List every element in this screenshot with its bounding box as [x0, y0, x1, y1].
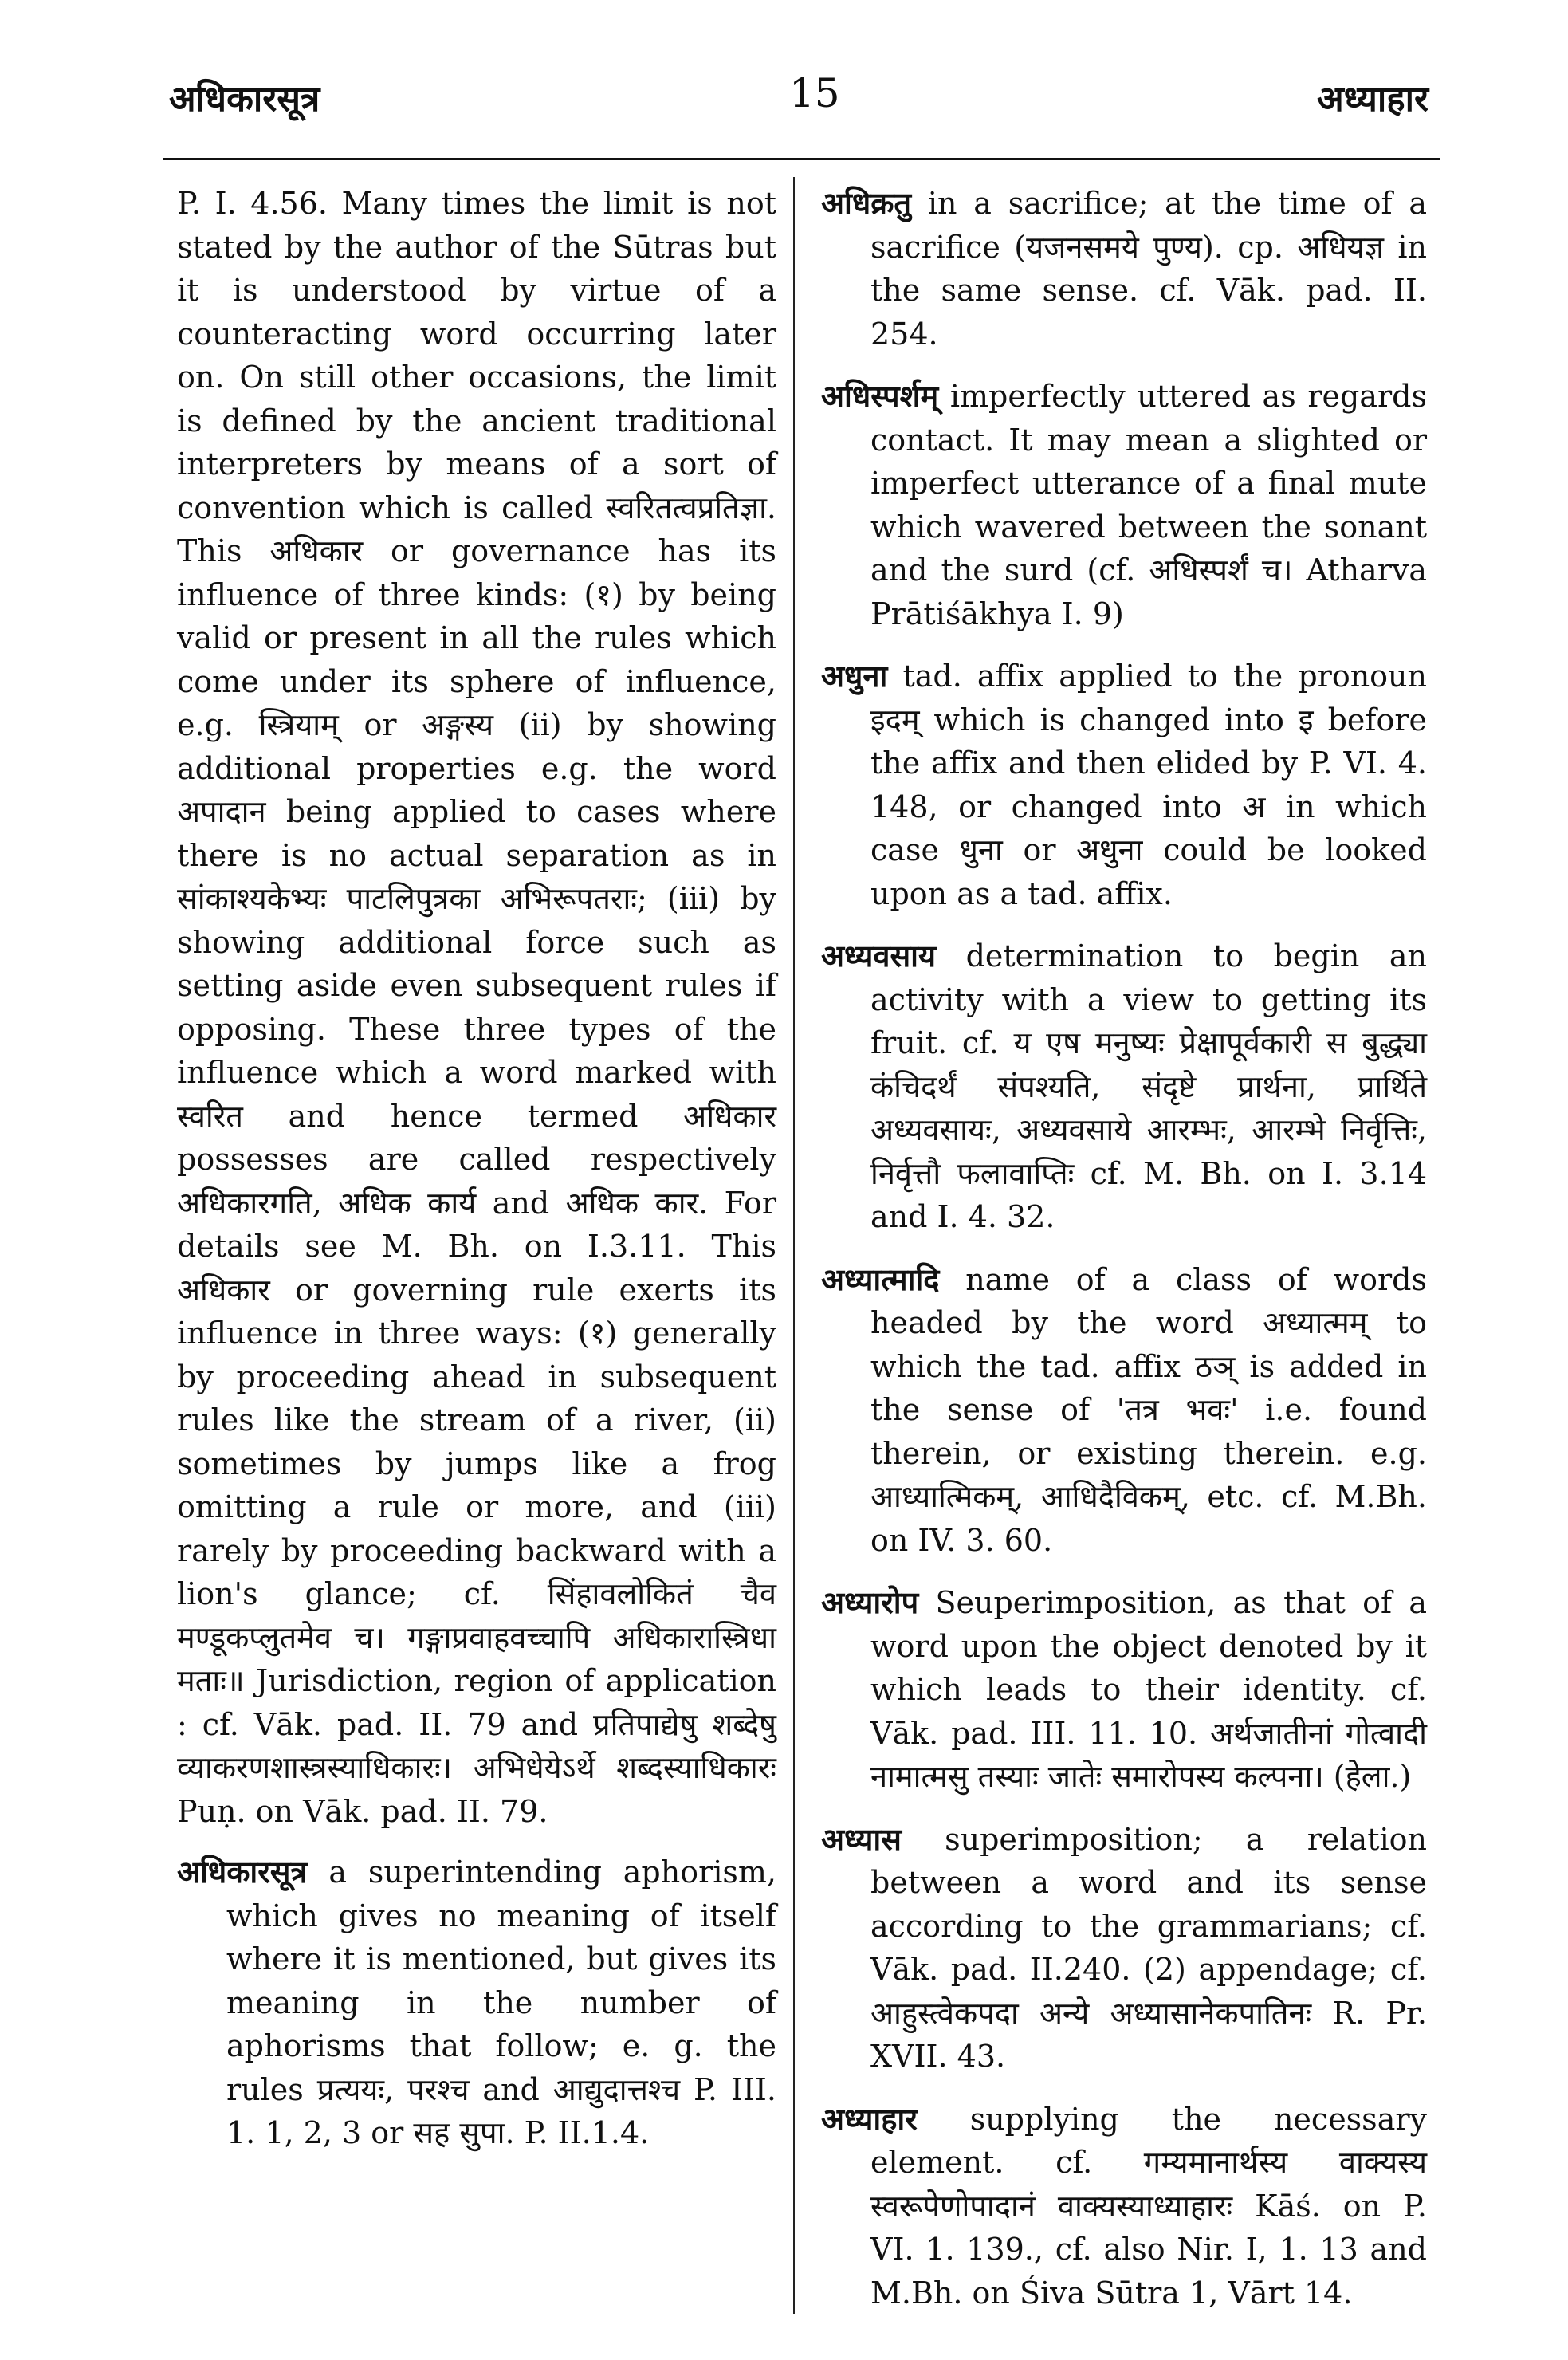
dictionary-entry — [177, 1851, 776, 2155]
dictionary-entry — [821, 375, 1427, 635]
right-column — [821, 182, 1427, 2334]
dictionary-entry — [821, 182, 1427, 356]
dictionary-entry — [821, 2098, 1427, 2315]
column-divider — [793, 177, 795, 2314]
entry-definition: supplying the necessary element. cf. गम्यमानार्थस्य वाक्यस्य स्वरूपेणोपादानं वाक्यस्याध्याहारः Kāś. on P. VI. 1. 139., cf. also Nir. I, 1. 13 and M.Bh. on Śiva Sūtra 1, Vārt 14. — [870, 2101, 1427, 2311]
header-rule — [163, 158, 1440, 160]
dictionary-entry — [821, 1818, 1427, 2079]
entry-headword: अध्याहार — [821, 2100, 918, 2137]
entry-definition: Seuperimposition, as that of a word upon the object denoted by it which leads to their identity. cf. Vāk. pad. III. 11. 10. अर्थजातीनां गोत्वादी नामात्मसु तस्याः जातेः समारोपस्य कल्पना। (हेला.) — [870, 1585, 1427, 1794]
left-column — [177, 182, 776, 2174]
entry-definition: superimposition; a relation between a word and its sense according to the grammarians; cf. Vāk. pad. II.240. (2) appendage; cf. आहुस्त्वेकपदा अन्ये अध्यासानेकपातिनः R. Pr. XVII. 43. — [870, 1821, 1427, 2074]
entry-definition: tad. affix applied to the pronoun इदम् which is changed into इ before the affix and then elided by P. VI. 4. 148, or changed into अ in which case धुना or अधुना could be looked upon as a tad. affix. — [870, 659, 1427, 911]
entry-headword: अधुना — [821, 658, 888, 694]
page-number: 15 — [789, 70, 840, 116]
dictionary-entry — [821, 1581, 1427, 1799]
entry-headword: अध्यात्मादि — [821, 1261, 940, 1297]
entry-headword: अध्यारोप — [821, 1584, 919, 1620]
entry-definition: in a sacrifice; at the time of a sacrifice (यजनसमये पुण्य). cp. अधियज्ञ in the same sense. cf. Vāk. pad. II. 254. — [870, 186, 1427, 352]
entry-definition: a superintending aphorism, which gives no meaning of itself where it is mentioned, but gives its meaning in the number of aphorisms that follow; e. g. the rules प्रत्ययः, परश्च and आद्युदात्तश्च P. III. 1. 1, 2, 3 or सह सुपा. P. II.1.4. — [226, 1855, 776, 2150]
entry-headword: अध्यवसाय — [821, 938, 937, 974]
running-head-left: अधिकारसूत्र — [169, 79, 320, 120]
dictionary-entry — [821, 1258, 1427, 1563]
entry-headword: अध्यास — [821, 1820, 902, 1857]
entry-definition: determination to begin an activity with a view to getting its fruit. cf. य एष मनुष्यः प्रेक्षापूर्वकारी स बुद्ध्या कंचिदर्थं संपश्यति, संदृष्टे प्रार्थना, प्रार्थिते अध्यवसायः, अध्यवसाये आरम्भः, आरम्भे निर्वृत्तिः, निर्वृत्तौ फलावाप्तिः cf. M. Bh. on I. 3.14 and I. 4. 32. — [870, 938, 1427, 1234]
entry-headword: अधिक्रतु — [821, 185, 912, 221]
entry-definition: imperfectly uttered as regards contact. It may mean a slighted or imperfect utterance of a final mute which wavered between the sonant and the surd (cf. अधिस्पर्शं च। Atharva Prātiśākhya I. 9) — [870, 379, 1427, 631]
continued-entry-text: P. I. 4.56. Many times the limit is not stated by the author of the Sūtras but it is understood by virtue of a counteracting word occurring later on. On still other occasions, the limit is defined by the ancient traditional interpreters by means of a sort of convention which is called स्वरितत्वप्रतिज्ञा. This अधिकार or governance has its influence of three kinds: (१) by being valid or present in all the rules which come under its sphere of influence, e.g. स्त्रियाम् or अङ्गस्य (ii) by showing additional properties e.g. the word अपादान being applied to cases where there is no actual separation as in सांकाश्यकेभ्यः पाटलिपुत्रका अभिरूपतराः; (iii) by showing additional force such as setting aside even subsequent rules if opposing. These three types of the influence which a word marked with स्वरित and hence termed अधिकार possesses are called respectively अधिकारगति, अधिक कार्य and अधिक कार. For details see M. Bh. on I.3.11. This अधिकार or governing rule exerts its influence in three ways: (१) generally by proceeding ahead in subsequent rules like the stream of a river, (ii) sometimes by jumps like a frog omitting a rule or more, and (iii) rarely by proceeding backward with a lion's glance; cf. सिंहावलोकितं चैव मण्डूकप्लुतमेव च। गङ्गाप्रवाहवच्चापि अधिकारास्त्रिधा मताः॥ Jurisdiction, region of application : cf. Vāk. pad. II. 79 and प्रतिपाद्येषु शब्देषु व्याकरणशास्त्रस्याधिकारः। अभिधेयेऽर्थे शब्दस्याधिकारः Puṇ. on Vāk. pad. II. 79. — [177, 186, 776, 1829]
dictionary-entry — [821, 934, 1427, 1239]
entry-headword: अधिकारसूत्र — [177, 1854, 308, 1890]
page-header — [0, 0, 1568, 167]
entry-headword: अधिस्पर्शम् — [821, 378, 939, 414]
dictionary-entry — [821, 655, 1427, 915]
entry-definition: name of a class of words headed by the word अध्यात्मम् to which the tad. affix ठञ् is added in the sense of 'तत्र भवः' i.e. found therein, or existing therein. e.g. आध्यात्मिकम्, आधिदैविकम्, etc. cf. M.Bh. on IV. 3. 60. — [870, 1261, 1427, 1558]
running-head-right: अध्याहार — [1317, 79, 1428, 120]
